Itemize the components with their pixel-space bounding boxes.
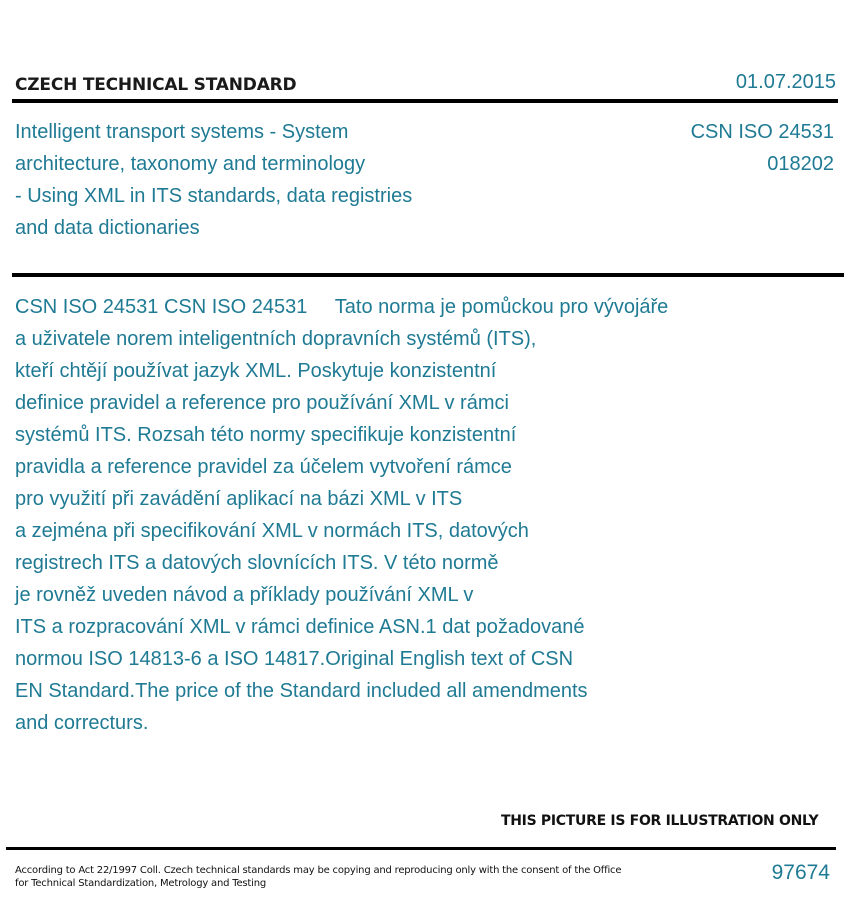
description-line: definice pravidel a reference pro používání XML v rámci <box>15 392 509 414</box>
standard-title <box>15 116 475 244</box>
publication-date: 01.07.2015 <box>735 71 836 93</box>
description-line: EN Standard.The price of the Standard included all amendments <box>15 680 588 702</box>
title-line: - Using XML in ITS standards, data registries <box>15 185 413 207</box>
description-line: a uživatele norem inteligentních dopravních systémů (ITS), <box>15 328 537 350</box>
legal-notice-line: for Technical Standardization, Metrology and Testing <box>15 878 266 889</box>
description-line: normou ISO 14813-6 a ISO 14817.Original English text of CSN <box>15 648 574 670</box>
description-line: je rovněž uveden návod a příklady používání XML v <box>15 584 474 606</box>
description-line: CSN ISO 24531 CSN ISO 24531 Tato norma je pomůckou pro vývojáře <box>15 296 669 318</box>
footer-divider <box>6 847 836 850</box>
standard-description <box>15 291 735 739</box>
description-line: ITS a rozpracování XML v rámci definice ASN.1 dat požadované <box>15 616 585 638</box>
catalog-number: 97674 <box>771 861 830 884</box>
title-line: and data dictionaries <box>15 217 200 239</box>
legal-notice <box>15 864 622 890</box>
standard-number: CSN ISO 24531 <box>690 121 834 143</box>
document-type-label: CZECH TECHNICAL STANDARD <box>15 75 297 95</box>
legal-notice-line: According to Act 22/1997 Coll. Czech technical standards may be copying and reproducing only with the consent of the Office <box>15 865 622 876</box>
title-line: architecture, taxonomy and terminology <box>15 153 366 175</box>
description-line: kteří chtějí používat jazyk XML. Poskytuje konzistentní <box>15 360 497 382</box>
description-line: systémů ITS. Rozsah této normy specifikuje konzistentní <box>15 424 517 446</box>
header-divider <box>12 99 838 103</box>
description-line: pravidla a reference pravidel za účelem vytvoření rámce <box>15 456 512 478</box>
description-line: and correcturs. <box>15 712 149 734</box>
description-line: a zejména při specifikování XML v normách ITS, datových <box>15 520 529 542</box>
standard-codes <box>691 116 834 180</box>
title-divider <box>12 273 844 277</box>
illustration-note: THIS PICTURE IS FOR ILLUSTRATION ONLY <box>501 813 819 829</box>
title-line: Intelligent transport systems - System <box>15 121 349 143</box>
classification-code: 018202 <box>767 153 834 175</box>
description-line: pro využití při zavádění aplikací na bázi XML v ITS <box>15 488 463 510</box>
description-line: registrech ITS a datových slovnících ITS. V této normě <box>15 552 499 574</box>
